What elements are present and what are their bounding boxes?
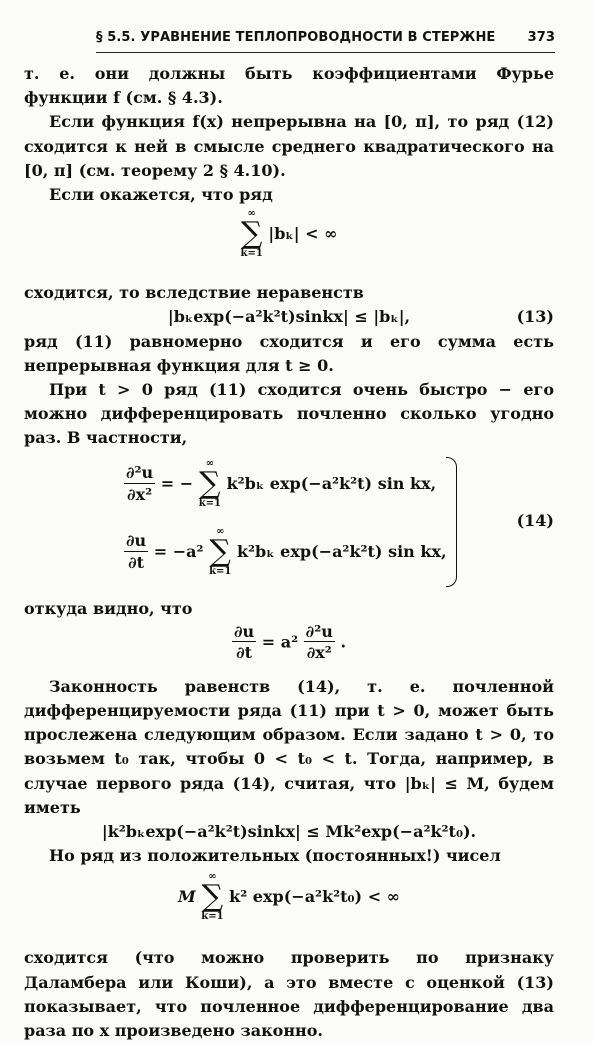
right-brace — [446, 457, 457, 587]
derivative-t: $\frac{\partial u}{\partial t}$ — [126, 531, 147, 572]
sum-symbol: ∞ ∑ k=1 — [201, 871, 224, 923]
sum-symbol: ∞ ∑ k=1 — [240, 208, 263, 260]
paragraph-9: Но ряд из положительных (постоянных!) чисел — [49, 846, 501, 866]
paragraph-3: Если окажется, что ряд — [49, 185, 273, 205]
paragraph-10: сходится (что можно проверить по признаку Даламбера или Коши), а это вместе с оценкой (13) показывает, что почленное дифференцирование два раза по x произведено законно. — [24, 948, 554, 1041]
derivative-t: $\frac{\partial u}{\partial t}$ — [233, 621, 255, 663]
paragraph-6: При t > 0 ряд (11) сходится очень быстро − его можно дифференцировать почленно сколько угодно раз. В частности, — [24, 380, 554, 448]
formula-majorant-series: M ∞ ∑ k=1 k² exp(−a²k²t₀) < ∞ — [178, 871, 400, 923]
paragraph-7: откуда видно, что — [24, 598, 193, 618]
formula-tail: |bₖ| < ∞ — [268, 224, 338, 244]
page-number: 373 — [527, 30, 555, 45]
formula-13 — [24, 305, 554, 329]
formula-14b: $\frac{\partial u}{\partial t}$ = −a² ∞ ∑ k=1 k²bₖ exp(−a²k²t) sin kx, — [126, 525, 447, 577]
paragraph-8: Законность равенств (14), т. е. почленной дифференцируемости ряда (11) при t > 0, может быть прослежена следующим образом. Если задано t > 0, то возьмем t₀ так, чтобы 0 < t₀ < t. Тогда, например, в случае первого ряда (14), считая, что |bₖ| ≤ M, будем иметь — [24, 676, 554, 817]
section-title: § 5.5. УРАВНЕНИЕ ТЕПЛОПРОВОДНОСТИ В СТЕРЖНЕ — [96, 30, 496, 45]
sum-symbol: ∞ ∑ k=1 — [209, 525, 232, 577]
inequality-13: |bₖexp(−a²k²t)sinkx| ≤ |bₖ|, — [167, 307, 411, 327]
formula-estimate: |k²bₖexp(−a²k²t)sinkx| ≤ Mk²exp(−a²k²t₀). — [101, 822, 477, 842]
paragraph-1: т. е. они должны быть коэффициентами Фурье функции f (см. § 4.3). — [24, 64, 554, 108]
formula-heat-equation: $\frac{\partial u}{\partial t}$ = a² $\frac{\text{∂²u}}{\text{∂x²}}$ . — [233, 621, 347, 663]
paragraph-2: Если функция f(x) непрерывна на [0, π], то ряд (12) сходится к ней в смысле среднего квадратического на [0, π] (см. теорему 2 § 4.10). — [24, 112, 554, 180]
paragraph-5: ряд (11) равномерно сходится и его сумма есть непрерывная функция для t ≥ 0. — [24, 331, 554, 375]
paragraph-4: сходится, то вследствие неравенств — [24, 283, 364, 303]
derivative-xx: $\frac{\text{∂²u}}{\text{∂x²}}$ — [305, 621, 333, 663]
formula-system-14 — [24, 451, 554, 597]
equation-number-13: (13) — [516, 307, 554, 327]
header-rule — [96, 52, 555, 53]
formula-series-abs — [24, 207, 554, 281]
formula-14a: $\frac{\text{∂²u}}{\text{∂x²}}$ = − ∞ ∑ k=1 k²bₖ exp(−a²k²t) sin kx, — [126, 457, 437, 509]
equation-number-14: (14) — [516, 510, 554, 530]
derivative-xx: $\frac{\text{∂²u}}{\text{∂x²}}$ — [126, 463, 154, 504]
sum-symbol: ∞ ∑ k=1 — [198, 457, 221, 509]
page-body — [24, 62, 554, 1043]
running-header — [96, 30, 555, 45]
